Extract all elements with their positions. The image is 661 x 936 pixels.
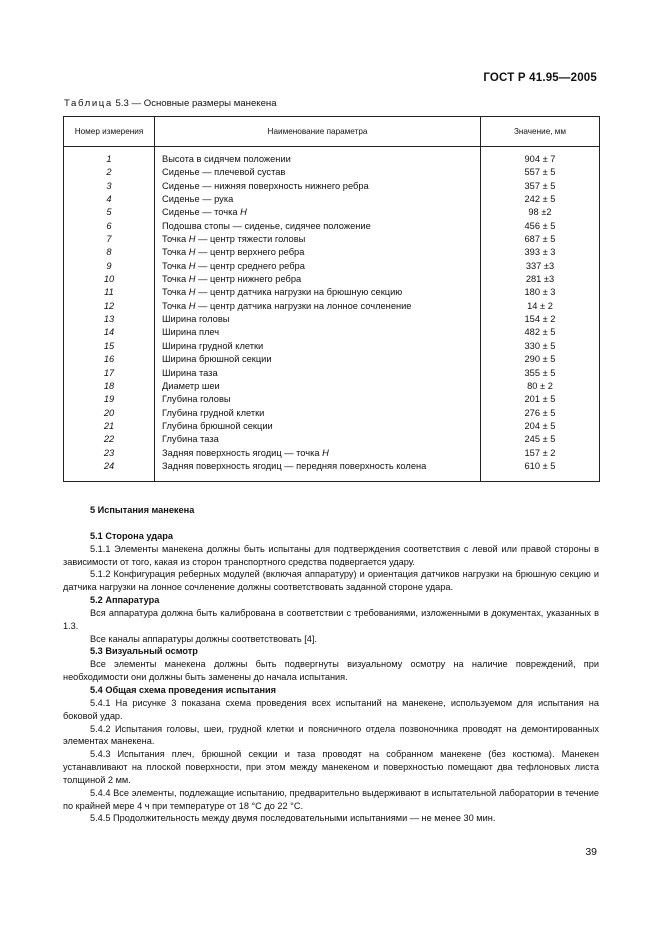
col-header-value: Значение, мм (481, 117, 600, 147)
row-number: 3 (64, 180, 155, 193)
table-row (64, 380, 600, 393)
row-value: 245 ± 5 (481, 433, 600, 446)
table-row (64, 367, 600, 380)
row-parameter: Точка H — центр верхнего ребра (155, 246, 481, 259)
page-number: 39 (585, 846, 597, 858)
row-value: 610 ± 5 (481, 460, 600, 482)
row-number: 2 (64, 166, 155, 179)
row-value: 337 ±3 (481, 260, 600, 273)
point-h-symbol: H (188, 234, 196, 245)
paragraph-5-1-2: 5.1.2 Конфигурация реберных модулей (включая аппаратуру) и ориентация датчиков нагрузки на брюшную секцию и датчика нагрузки на лонное сочленение должны соответствовать заданной стороне удара. (63, 569, 599, 593)
row-value: 355 ± 5 (481, 367, 600, 380)
row-parameter: Ширина головы (155, 313, 481, 326)
table-row (64, 220, 600, 233)
row-value: 157 ± 2 (481, 447, 600, 460)
row-value: 80 ± 2 (481, 380, 600, 393)
point-h-symbol: H (188, 300, 196, 311)
table-body (64, 147, 600, 482)
row-parameter: Ширина грудной клетки (155, 340, 481, 353)
col-header-parameter: Наименование параметра (155, 117, 481, 147)
paragraph-5-4-2: 5.4.2 Испытания головы, шеи, грудной клетки и поясничного отдела позвоночника проводят на демонтированных элементах манекена. (63, 723, 599, 747)
subsection-5-1-title: 5.1 Сторона удара (90, 530, 173, 541)
paragraph-5-4-5: 5.4.5 Продолжительность между двумя последовательными испытаниями — не менее 30 мин. (90, 813, 496, 824)
dimensions-table (63, 116, 600, 482)
table-header-row (64, 117, 600, 147)
table-row (64, 180, 600, 193)
table-row (64, 407, 600, 420)
point-h-symbol: H (188, 260, 196, 271)
row-value: 154 ± 2 (481, 313, 600, 326)
point-h-symbol: H (188, 274, 196, 285)
document-code: ГОСТ Р 41.95—2005 (483, 72, 597, 84)
row-parameter: Точка H — центр нижнего ребра (155, 273, 481, 286)
table-row (64, 447, 600, 460)
col-header-number: Номер измерения (64, 117, 155, 147)
point-h-symbol: H (322, 447, 329, 458)
row-value: 281 ±3 (481, 273, 600, 286)
row-number: 19 (64, 393, 155, 406)
row-parameter: Глубина головы (155, 393, 481, 406)
table-row (64, 286, 600, 299)
table-row (64, 206, 600, 219)
row-parameter: Сиденье — нижняя поверхность нижнего ребра (155, 180, 481, 193)
row-value: 14 ± 2 (481, 300, 600, 313)
table-row (64, 340, 600, 353)
row-parameter: Сиденье — плечевой сустав (155, 166, 481, 179)
point-h-symbol: H (188, 247, 196, 258)
row-number: 17 (64, 367, 155, 380)
row-number: 14 (64, 326, 155, 339)
row-number: 22 (64, 433, 155, 446)
row-number: 18 (64, 380, 155, 393)
caption-label: Таблица (64, 98, 113, 109)
row-parameter: Глубина таза (155, 433, 481, 446)
row-value: 290 ± 5 (481, 353, 600, 366)
row-value: 98 ±2 (481, 206, 600, 219)
paragraph-5-1-1: 5.1.1 Элементы манекена должны быть испытаны для подтверждения соответствия с левой или правой стороны в зависимости от того, какая из сторон транспортного средства подвергается удару. (63, 543, 599, 567)
table-row (64, 166, 600, 179)
row-number: 16 (64, 353, 155, 366)
paragraph-5-2-b: Все каналы аппаратуры должны соответствовать [4]. (90, 633, 317, 644)
row-value: 687 ± 5 (481, 233, 600, 246)
row-value: 904 ± 7 (481, 147, 600, 167)
caption-title: 5.3 — Основные размеры манекена (112, 98, 277, 109)
row-parameter: Точка H — центр датчика нагрузки на брюшную секцию (155, 286, 481, 299)
row-value: 557 ± 5 (481, 166, 600, 179)
row-number: 13 (64, 313, 155, 326)
row-parameter: Ширина брюшной секции (155, 353, 481, 366)
table-row (64, 313, 600, 326)
table-row (64, 273, 600, 286)
row-parameter: Диаметр шеи (155, 380, 481, 393)
row-number: 8 (64, 246, 155, 259)
table-row (64, 193, 600, 206)
subsection-5-3-title: 5.3 Визуальный осмотр (90, 646, 198, 657)
row-number: 21 (64, 420, 155, 433)
row-parameter: Ширина плеч (155, 326, 481, 339)
row-parameter: Высота в сидячем положении (155, 147, 481, 167)
row-value: 204 ± 5 (481, 420, 600, 433)
row-number: 10 (64, 273, 155, 286)
row-value: 276 ± 5 (481, 407, 600, 420)
row-number: 12 (64, 300, 155, 313)
row-number: 20 (64, 407, 155, 420)
table-row (64, 326, 600, 339)
row-value: 393 ± 3 (481, 246, 600, 259)
row-number: 7 (64, 233, 155, 246)
row-parameter: Подошва стопы — сиденье, сидячее положение (155, 220, 481, 233)
paragraph-5-2-a: Вся аппаратура должна быть калибрована в соответствии с требованиями, изложенными в документах, указанных в 1.3. (63, 607, 599, 631)
row-parameter: Сиденье — рука (155, 193, 481, 206)
row-number: 1 (64, 147, 155, 167)
table-row (64, 260, 600, 273)
row-number: 4 (64, 193, 155, 206)
row-parameter: Точка H — центр тяжести головы (155, 233, 481, 246)
table-caption (64, 98, 277, 109)
row-parameter: Задняя поверхность ягодиц — передняя поверхность колена (155, 460, 481, 482)
row-value: 482 ± 5 (481, 326, 600, 339)
table-row (64, 300, 600, 313)
table-row (64, 353, 600, 366)
row-value: 330 ± 5 (481, 340, 600, 353)
section-5-text (63, 504, 599, 825)
row-value: 201 ± 5 (481, 393, 600, 406)
row-number: 11 (64, 286, 155, 299)
table-row (64, 393, 600, 406)
paragraph-5-4-1: 5.4.1 На рисунке 3 показана схема проведения всех испытаний на манекене, используемом для испытания на боковой удар. (63, 697, 599, 721)
paragraph-5-3: Все элементы манекена должны быть подвергнуты визуальному осмотру на наличие повреждений, при необходимости они должны быть заменены до начала испытания. (63, 659, 599, 683)
table-row (64, 246, 600, 259)
row-number: 15 (64, 340, 155, 353)
row-number: 6 (64, 220, 155, 233)
point-h-symbol: H (240, 207, 247, 218)
table-row (64, 420, 600, 433)
table-row (64, 147, 600, 167)
paragraph-5-4-4: 5.4.4 Все элементы, подлежащие испытанию, предварительно выдерживают в испытательной лаборатории в течение по крайней мере 4 ч при температуре от 18 °С до 22 °С. (63, 787, 599, 811)
row-parameter: Задняя поверхность ягодиц — точка H (155, 447, 481, 460)
section-title: 5 Испытания манекена (90, 505, 195, 515)
row-parameter: Ширина таза (155, 367, 481, 380)
row-parameter: Точка H — центр среднего ребра (155, 260, 481, 273)
point-h-symbol: H (188, 287, 196, 298)
table-row (64, 433, 600, 446)
row-parameter: Глубина брюшной секции (155, 420, 481, 433)
row-parameter: Точка H — центр датчика нагрузки на лонное сочленение (155, 300, 481, 313)
subsection-5-4-title: 5.4 Общая схема проведения испытания (90, 684, 277, 695)
table-row (64, 460, 600, 482)
row-number: 9 (64, 260, 155, 273)
row-number: 23 (64, 447, 155, 460)
paragraph-5-4-3: 5.4.3 Испытания плеч, брюшной секции и таза проводят на собранном манекене (без костюма). Манекен устанавливают на плоской поверхности, при этом между манекеном и поверхностью помещают два тефлоновых листа толщиной 2 мм. (63, 749, 599, 785)
row-parameter: Сиденье — точка H (155, 206, 481, 219)
subsection-5-2-title: 5.2 Аппаратура (90, 595, 160, 606)
row-value: 180 ± 3 (481, 286, 600, 299)
row-number: 24 (64, 460, 155, 482)
row-value: 456 ± 5 (481, 220, 600, 233)
row-value: 357 ± 5 (481, 180, 600, 193)
row-number: 5 (64, 206, 155, 219)
table-row (64, 233, 600, 246)
row-parameter: Глубина грудной клетки (155, 407, 481, 420)
row-value: 242 ± 5 (481, 193, 600, 206)
